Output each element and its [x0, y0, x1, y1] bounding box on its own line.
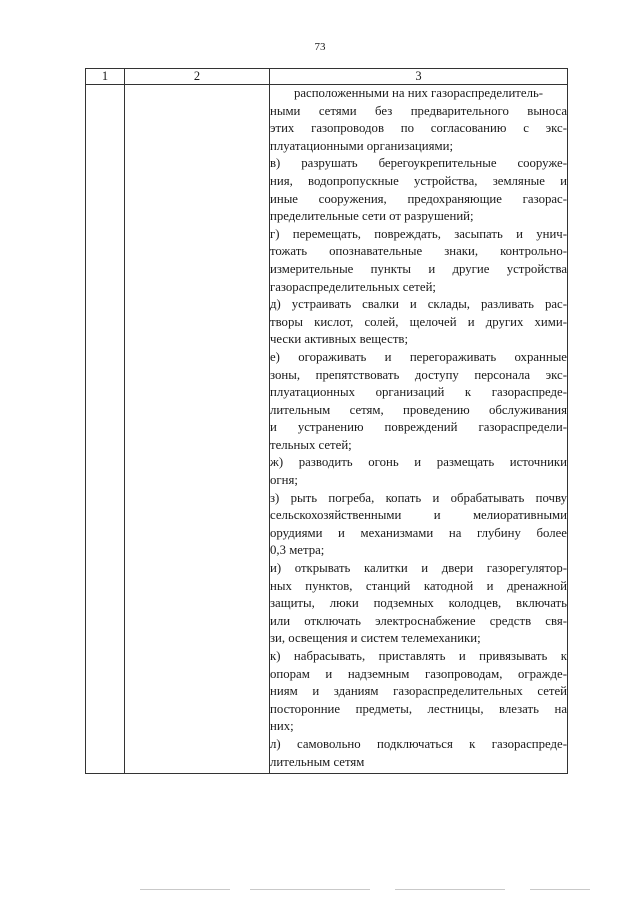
page-number: 73 — [314, 41, 326, 53]
text-line: посторонние предметы, лестницы, влезать на — [270, 701, 567, 716]
text-line: ных пунктов, станций катодной и дренажной — [270, 578, 567, 593]
text-line: 0,3 метра; — [270, 543, 325, 558]
text-line: защиты, люки подземных колодцев, включать — [270, 596, 567, 611]
scan-artifact — [395, 889, 505, 890]
text-line: д) устраивать свалки и склады, разливать рас- — [270, 297, 567, 312]
scan-artifact — [530, 889, 590, 890]
column-2-cell — [125, 85, 270, 774]
text-line: г) перемещать, повреждать, засыпать и унич- — [270, 226, 567, 241]
text-line: лительным сетям — [270, 754, 365, 769]
text-line: з) рыть погреба, копать и обрабатывать почву — [270, 490, 567, 505]
text-line: л) самовольно подключаться к газораспреде- — [270, 736, 567, 751]
text-line: к) набрасывать, приставлять и привязывать к — [270, 649, 567, 663]
prohibitions-text — [270, 85, 567, 771]
text-line: сельскохозяйственными и мелиоративными — [270, 508, 567, 523]
column-header-1: 1 — [86, 69, 125, 85]
column-header-2: 2 — [125, 69, 270, 85]
text-line: плуатационными организациями; — [270, 138, 454, 153]
text-line: ными сетями без предварительного выноса — [270, 103, 567, 118]
text-line: зоны, препятствовать доступу персонала экс- — [270, 367, 567, 382]
text-line: измерительные пункты и другие устройства — [270, 261, 567, 276]
text-line: и устранению повреждений газораспредели- — [270, 420, 567, 435]
text-line: в) разрушать берегоукрепительные сооруже- — [270, 156, 567, 171]
scan-artifact — [250, 889, 370, 890]
text-line: лительным сетям, проведению обслуживания — [270, 402, 567, 417]
text-line: е) огораживать и перегораживать охранные — [270, 349, 567, 364]
text-line: зи, освещения и систем телемеханики; — [270, 631, 481, 646]
text-line: тельных сетей; — [270, 437, 352, 452]
text-line: них; — [270, 719, 294, 734]
document-table — [85, 68, 568, 774]
text-line: ния, водопропускные устройства, земляные и — [270, 173, 567, 188]
text-line: тожать опознавательные знаки, контрольно- — [270, 244, 567, 259]
text-line: ниям и зданиям газораспределительных сетей — [270, 684, 567, 699]
text-line: чески активных веществ; — [270, 332, 409, 347]
text-line: пределительные сети от разрушений; — [270, 209, 474, 224]
text-line: или отключать электроснабжение средств свя- — [270, 613, 567, 628]
column-3-cell — [270, 85, 568, 774]
text-line: огня; — [270, 473, 298, 488]
text-line: плуатационных организаций к газораспреде- — [270, 385, 567, 400]
text-line: орудиями и механизмами на глубину более — [270, 525, 567, 540]
column-header-3: 3 — [270, 69, 568, 85]
text-line: опорам и надземным газопроводам, огражде- — [270, 666, 567, 681]
text-line: газораспределительных сетей; — [270, 279, 436, 294]
scan-artifact — [140, 889, 230, 890]
text-line: этих газопроводов по согласованию с экс- — [270, 121, 567, 136]
table-row — [86, 85, 568, 774]
text-line: иные сооружения, предохраняющие газорас- — [270, 191, 567, 206]
text-line: ж) разводить огонь и размещать источники — [270, 455, 567, 470]
text-line: расположенными на них газораспределитель- — [293, 86, 544, 100]
text-line: и) открывать калитки и двери газорегулятор- — [270, 561, 567, 576]
column-1-cell — [86, 85, 125, 774]
text-line: творы кислот, солей, щелочей и других хими- — [270, 314, 567, 329]
table-header-row — [86, 69, 568, 85]
